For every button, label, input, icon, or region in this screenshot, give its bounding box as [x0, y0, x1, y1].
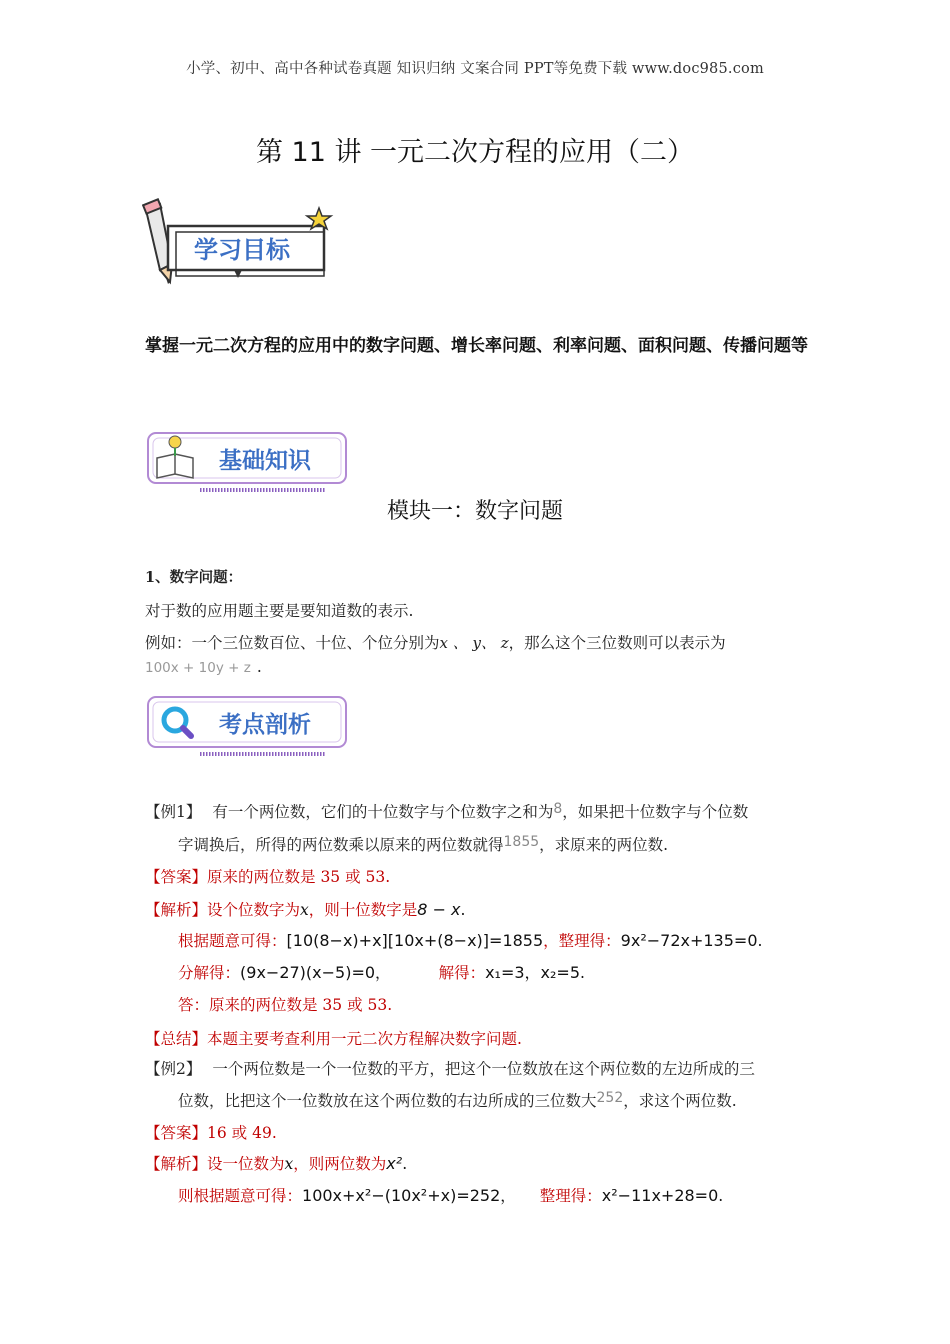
ex1-a3-eq: (9x−27)(x−5)=0 [240, 963, 376, 982]
ex1-q1-num: 8 [553, 801, 563, 817]
badge-goal-label: 学习目标 [194, 236, 290, 264]
ex1-a1-expr: 8 − x [417, 900, 461, 919]
ex2-a1-expr: x² [386, 1154, 403, 1173]
ex2-a2-a: 则根据题意可得： [178, 1187, 303, 1205]
ex2-a1-a: 设一位数为 [207, 1155, 285, 1173]
ex1-a1-end: . [460, 901, 466, 919]
ex2-a1-x: x [284, 1155, 294, 1173]
ex1-q2-a: 字调换后，所得的两位数乘以原来的两位数就得 [178, 836, 504, 854]
ex1-a2-a: 根据题意可得： [178, 932, 287, 950]
ex2-answer-tag: 【答案】 [145, 1124, 208, 1142]
analysis-badge [145, 692, 350, 762]
knowledge-expression-end: . [256, 658, 262, 676]
ex1-q1-b: ，如果把十位数字与个位数 [562, 803, 749, 821]
knowledge-line-2-post: ，那么这个三位数则可以表示为 [508, 634, 726, 652]
ex2-analysis-line-2: 则根据题意可得：100x+x²−(10x²+x)=252， 整理得：x²−11x+28=0. [178, 1186, 724, 1205]
ex2-a2-c: 整理得： [539, 1187, 602, 1205]
ex1-a3-a: 分解得： [178, 964, 241, 982]
badge-basics-label: 基础知识 [219, 448, 311, 474]
ex1-analysis-line-3: 分解得：(9x−27)(x−5)=0， 解得：x₁=3，x₂=5. [178, 963, 585, 982]
ex2-a1-b: ，则两位数为 [293, 1155, 387, 1173]
ex2-a2-eq2: x²−11x+28=0 [601, 1186, 719, 1205]
ex2-a2-b: ， [500, 1187, 516, 1205]
goal-text: 掌握一元二次方程的应用中的数字问题、增长率问题、利率问题、面积问题、传播问题等 [145, 336, 808, 356]
ex1-summary-tag: 【总结】 [145, 1030, 208, 1048]
knowledge-vars: x 、 y、 z [439, 634, 509, 652]
knowledge-heading: 1、数字问题： [145, 569, 243, 586]
ex2-q2-a: 位数，比把这个一位数放在这个两位数的右边所成的三位数大 [178, 1092, 597, 1110]
badge-analysis-label: 考点剖析 [219, 712, 311, 738]
knowledge-line-2 [145, 631, 726, 653]
ex1-a3-c: 解得： [438, 964, 486, 982]
learning-goal-badge [142, 196, 337, 288]
ex2-q1: 一个两位数是一个一位数的平方，把这个一位数放在这个两位数的左边所成的三 [212, 1060, 755, 1078]
ex1-a2-eq: [10(8−x)+x][10x+(8−x)]=1855 [286, 931, 544, 950]
ex2-question-line-2 [178, 1089, 737, 1111]
knowledge-expression-line [145, 658, 262, 676]
ex1-q2-num: 1855 [503, 834, 540, 850]
ex1-summary-text: 本题主要考查利用一元二次方程解决数字问题. [207, 1030, 522, 1048]
ex2-q2-num: 252 [596, 1090, 624, 1106]
ex1-a2-b: ，整理得： [543, 932, 621, 950]
ex2-answer [145, 1121, 277, 1143]
ex1-analysis-line-4: 答：原来的两位数是 35 或 53. [178, 996, 393, 1014]
page-title: 第 11 讲 一元二次方程的应用（二） [255, 137, 695, 168]
page-header: 小学、初中、高中各种试卷真题 知识归纳 文案合同 PPT等免费下载 www.doc985.com [186, 61, 764, 77]
ex1-answer [145, 865, 390, 887]
ex1-a3-sol: x₁=3，x₂=5 [485, 963, 581, 982]
ex1-q2-b: ，求原来的两位数. [539, 836, 669, 854]
ex1-a3-b: ， [375, 964, 391, 982]
basics-badge [145, 428, 350, 498]
module-title: 模块一：数字问题 [386, 499, 563, 524]
ex1-tag: 【例1】 [145, 803, 202, 821]
ex1-summary [145, 1027, 522, 1049]
ex1-a1-b: ，则十位数字是 [308, 901, 418, 919]
ex2-a2-eq: 100x+x²−(10x²+x)=252 [302, 1186, 501, 1205]
ex1-question-line-2 [178, 833, 668, 855]
ex1-analysis-line-1 [145, 898, 465, 920]
ex2-answer-text: 16 或 49. [207, 1124, 277, 1142]
ex2-a1-end: . [402, 1155, 408, 1173]
ex1-analysis-line-2: 根据题意可得：[10(8−x)+x][10x+(8−x)]=1855，整理得：9x²−72x+135=0. [178, 931, 763, 950]
ex1-a1-a: 设个位数字为 [207, 901, 301, 919]
ex2-analysis-line-1 [145, 1152, 407, 1174]
knowledge-line-2-pre: 例如：一个三位数百位、十位、个位分别为 [145, 634, 440, 652]
ex2-tag: 【例2】 [145, 1060, 202, 1078]
ex1-answer-text: 原来的两位数是 35 或 53. [207, 868, 391, 886]
ex1-a1-x: x [300, 901, 309, 919]
knowledge-expression: 100x + 10y + z [145, 660, 251, 676]
ex2-q2-b: ，求这个两位数. [623, 1092, 737, 1110]
knowledge-line-1: 对于数的应用题主要是要知道数的表示. [145, 602, 414, 620]
ex1-analysis-tag: 【解析】 [145, 901, 208, 919]
ex1-answer-tag: 【答案】 [145, 868, 208, 886]
ex1-a2-eq2: 9x²−72x+135=0 [620, 931, 758, 950]
ex2-analysis-tag: 【解析】 [145, 1155, 208, 1173]
ex1-question-line-1 [145, 800, 748, 822]
ex1-q1-a: 有一个两位数，它们的十位数字与个位数字之和为 [212, 803, 554, 821]
ex2-question-line-1 [145, 1057, 755, 1079]
